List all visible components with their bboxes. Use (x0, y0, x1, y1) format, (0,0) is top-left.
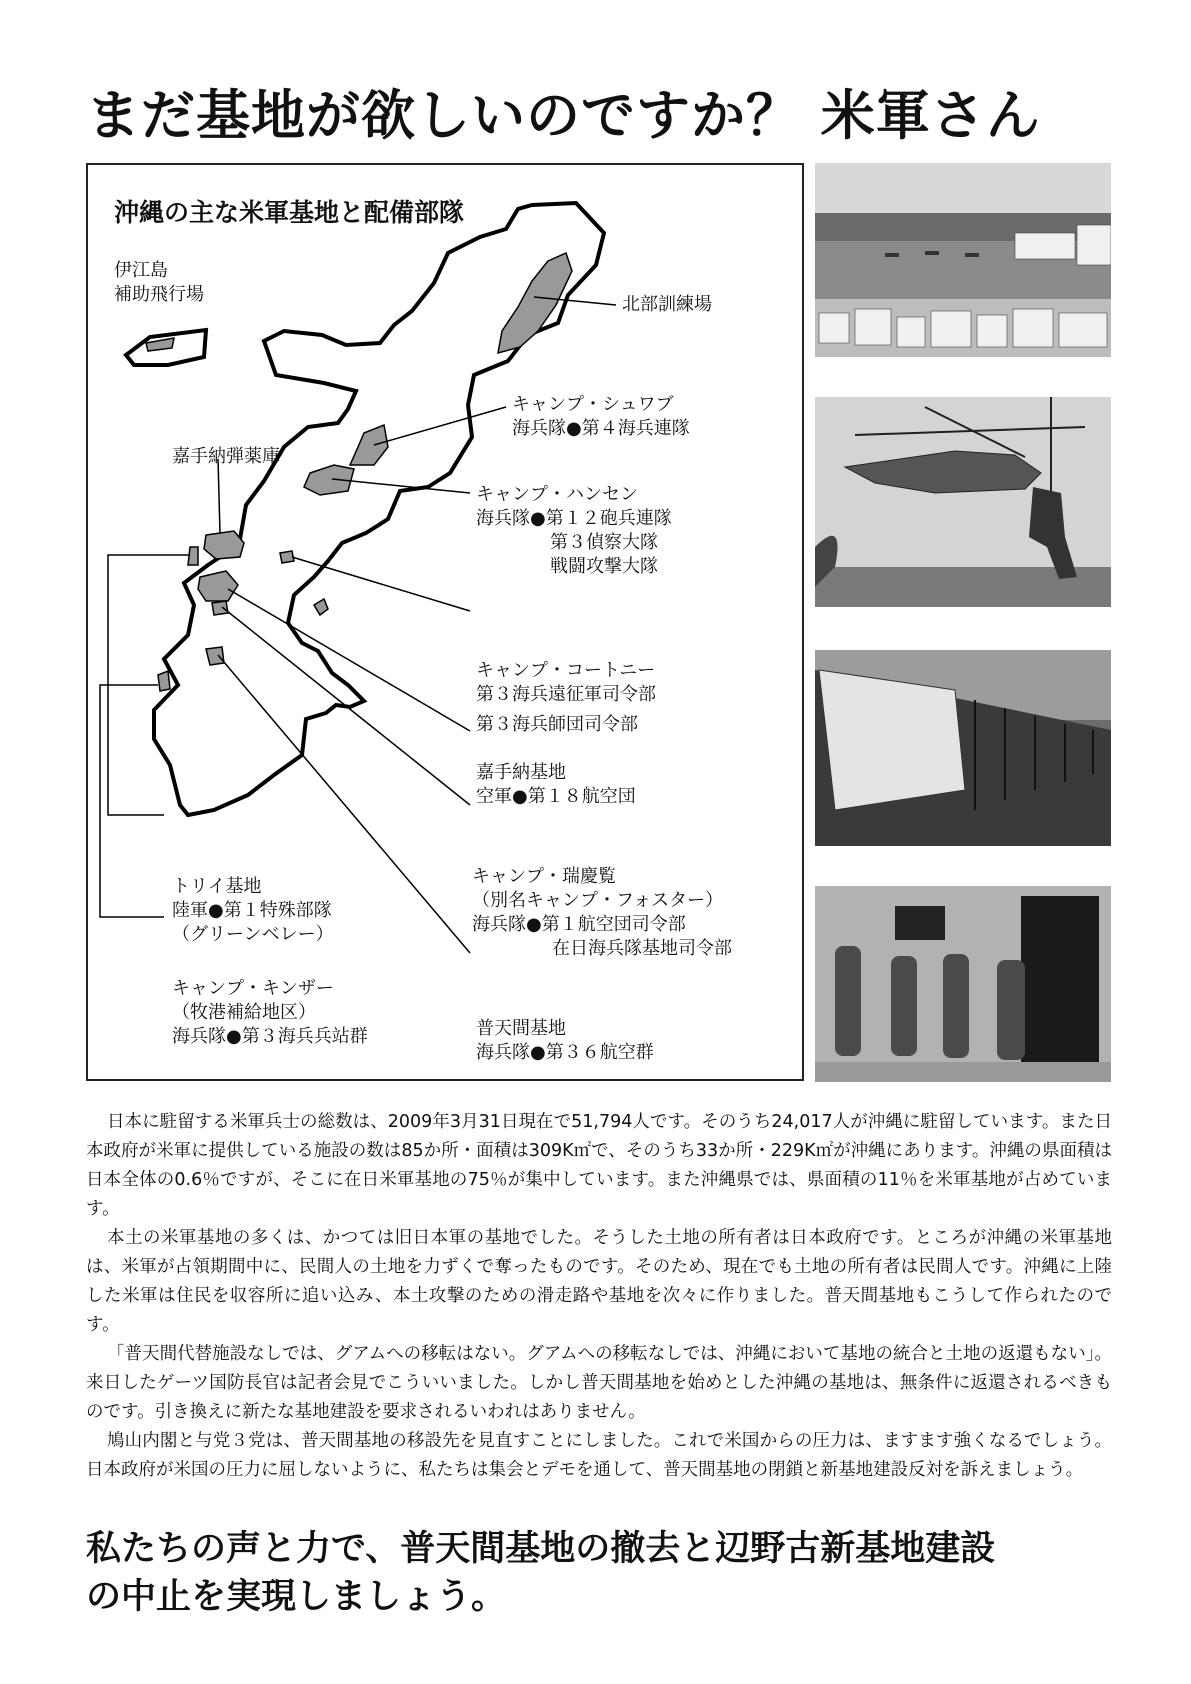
paragraph: 「普天間代替施設なしでは、グアムへの移転はない。グアムへの移転なしでは、沖縄において基地の統合と土地の返還もない」。来日したゲーツ国防長官は記者会見でこういいました。しかし普天間基地を始めとした沖縄の基地は、無条件に返還されるべきものです。引き換えに新たな基地建設を要求されるいわれはありません。 (86, 1344, 1112, 1422)
paragraph: 鳩山内閣と与党３党は、普天間基地の移設先を見直すことにしました。これで米国からの圧力は、ますます強くなるでしょう。日本政府が米国の圧力に屈しないように、私たちは集会とデモを通して、普天間基地の閉鎖と新基地建設反対を訴えましょう。 (86, 1431, 1112, 1480)
closing-slogan: 私たちの声と力で、普天間基地の撤去と辺野古新基地建設 の中止を実現しましょう。 (86, 1529, 996, 1617)
label-camp-hansen: キャンプ・ハンセン 海兵隊●第１２砲兵連隊 第３偵察大隊 戦闘攻撃大隊 (476, 484, 672, 577)
label-camp-kinser: キャンプ・キンザー （牧港補給地区） 海兵隊●第３海兵兵站群 (172, 978, 368, 1047)
okinawa-base-map (86, 163, 804, 1081)
paragraph: 本土の米軍基地の多くは、かつては旧日本軍の基地でした。そうした土地の所有者は日本政府です。ところが沖縄の米軍基地は、米軍が占領期間中に、民間人の土地を力ずくで奪ったものです。そのため、現在でも土地の所有者は民間人です。沖縄に上陸した米軍は住民を収容所に追い込み、本土攻撃のための滑走路や基地を次々に作りました。普天間基地もこうして作られたのです。 (86, 1228, 1112, 1335)
air-base-photo (815, 163, 1111, 357)
article-body (86, 1108, 1112, 1485)
label-northern-training-area: 北部訓練場 (622, 294, 712, 315)
helicopter-photo (815, 397, 1111, 607)
fence-ribbons-photo (815, 650, 1111, 846)
label-kadena-base: 嘉手納基地 空軍●第１８航空団 (476, 762, 636, 807)
label-kadena-ammo: 嘉手納弾薬庫 (172, 446, 280, 467)
label-camp-zukeran: キャンプ・瑞慶覧 （別名キャンプ・フォスター） 海兵隊●第１航空団司令部 在日海兵隊基地司令部 (472, 866, 732, 959)
soldiers-building-photo (815, 886, 1111, 1082)
label-torii-station: トリイ基地 陸軍●第１特殊部隊 （グリーンベレー） (172, 876, 334, 945)
paragraph: 日本に駐留する米軍兵士の総数は、2009年3月31日現在で51,794人です。そのうち24,017人が沖縄に駐留しています。また日本政府が米軍に提供している施設の数は85か所・面積は309K㎡で、そのうち33か所・229K㎡が沖縄にあります。沖縄の県面積は日本全体の0.6％ですが、そこに在日米軍基地の75％が集中しています。また沖縄県では、県面積の11％を米軍基地が占めています。 (86, 1112, 1112, 1219)
label-iejima: 伊江島 補助飛行場 (114, 260, 204, 305)
map-heading: 沖縄の主な米軍基地と配備部隊 (114, 198, 465, 227)
label-camp-schwab: キャンプ・シュワブ 海兵隊●第４海兵連隊 (512, 394, 690, 439)
label-futenma: 普天間基地 海兵隊●第３６航空群 (476, 1018, 654, 1063)
label-camp-courtney: キャンプ・コートニー 第３海兵遠征軍司令部 第３海兵師団司令部 (476, 660, 656, 735)
page-title: まだ基地が欲しいのですか？ 米軍さん (86, 84, 1041, 147)
